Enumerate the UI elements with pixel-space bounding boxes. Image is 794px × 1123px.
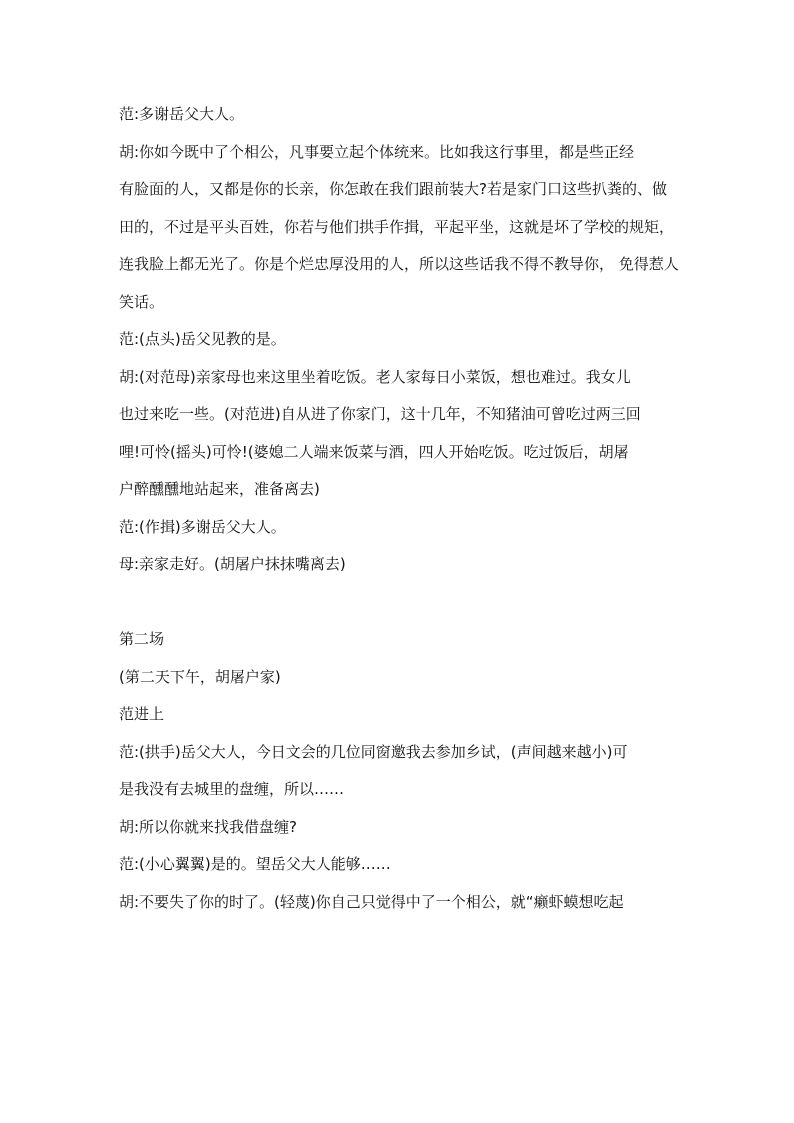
text-line: 是我没有去城里的盘缠，所以…… <box>119 780 345 798</box>
stage-direction: (第二天下午，胡屠户家) <box>119 667 281 686</box>
text-line: 胡:你如今既中了个相公，凡事要立起个体统来。比如我这行事里，都是些正经 <box>119 142 635 161</box>
script-text <box>119 96 699 921</box>
text-line: 范:(小心翼翼)是的。望岳父大人能够…… <box>119 855 391 873</box>
text-line: 田的，不过是平头百姓，你若与他们拱手作揖，平起平坐，这就是坏了学校的规矩， <box>119 217 675 236</box>
text-line: 范:多谢岳父大人。 <box>119 105 245 123</box>
text-line: 户醉醺醺地站起来，准备离去) <box>119 480 320 498</box>
text-line: 哩!可怜(摇头)可怜!(婆媳二人端来饭菜与酒，四人开始吃饭。吃过饭后，胡屠 <box>119 442 629 461</box>
text-line: 胡:不要失了你的时了。(轻蔑)你自己只觉得中了一个相公，就“癞虾蟆想吃起 <box>119 892 624 911</box>
text-line: 胡:(对范母)亲家母也来这里坐着吃饭。老人家每日小菜饭，想也难过。我女儿 <box>119 367 631 386</box>
text-line: 范:(拱手)岳父大人，今日文会的几位同窗邀我去参加乡试，(声间越来越小)可 <box>119 742 628 761</box>
text-line: 也过来吃一些。(对范进)自从进了你家门，这十几年，不知猪油可曾吃过两三回 <box>119 405 641 423</box>
text-line: 范:(作揖)多谢岳父大人。 <box>119 517 286 536</box>
scene-heading: 第二场 <box>119 630 165 648</box>
text-line: 连我脸上都无光了。你是个烂忠厚没用的人，所以这些话我不得不教导你， 免得惹人 <box>119 255 679 273</box>
blank-line <box>119 584 699 622</box>
text-line: 胡:所以你就来找我借盘缠? <box>119 817 298 836</box>
text-line: 母:亲家走好。(胡屠户抹抹嘴离去) <box>119 555 346 573</box>
stage-direction: 范进上 <box>119 705 165 723</box>
text-line: 笑话。 <box>119 292 165 311</box>
text-line: 有脸面的人，又都是你的长亲，你怎敢在我们跟前装大?若是家门口这些扒粪的、做 <box>119 180 667 198</box>
text-line: 范:(点头)岳父见教的是。 <box>119 330 286 348</box>
